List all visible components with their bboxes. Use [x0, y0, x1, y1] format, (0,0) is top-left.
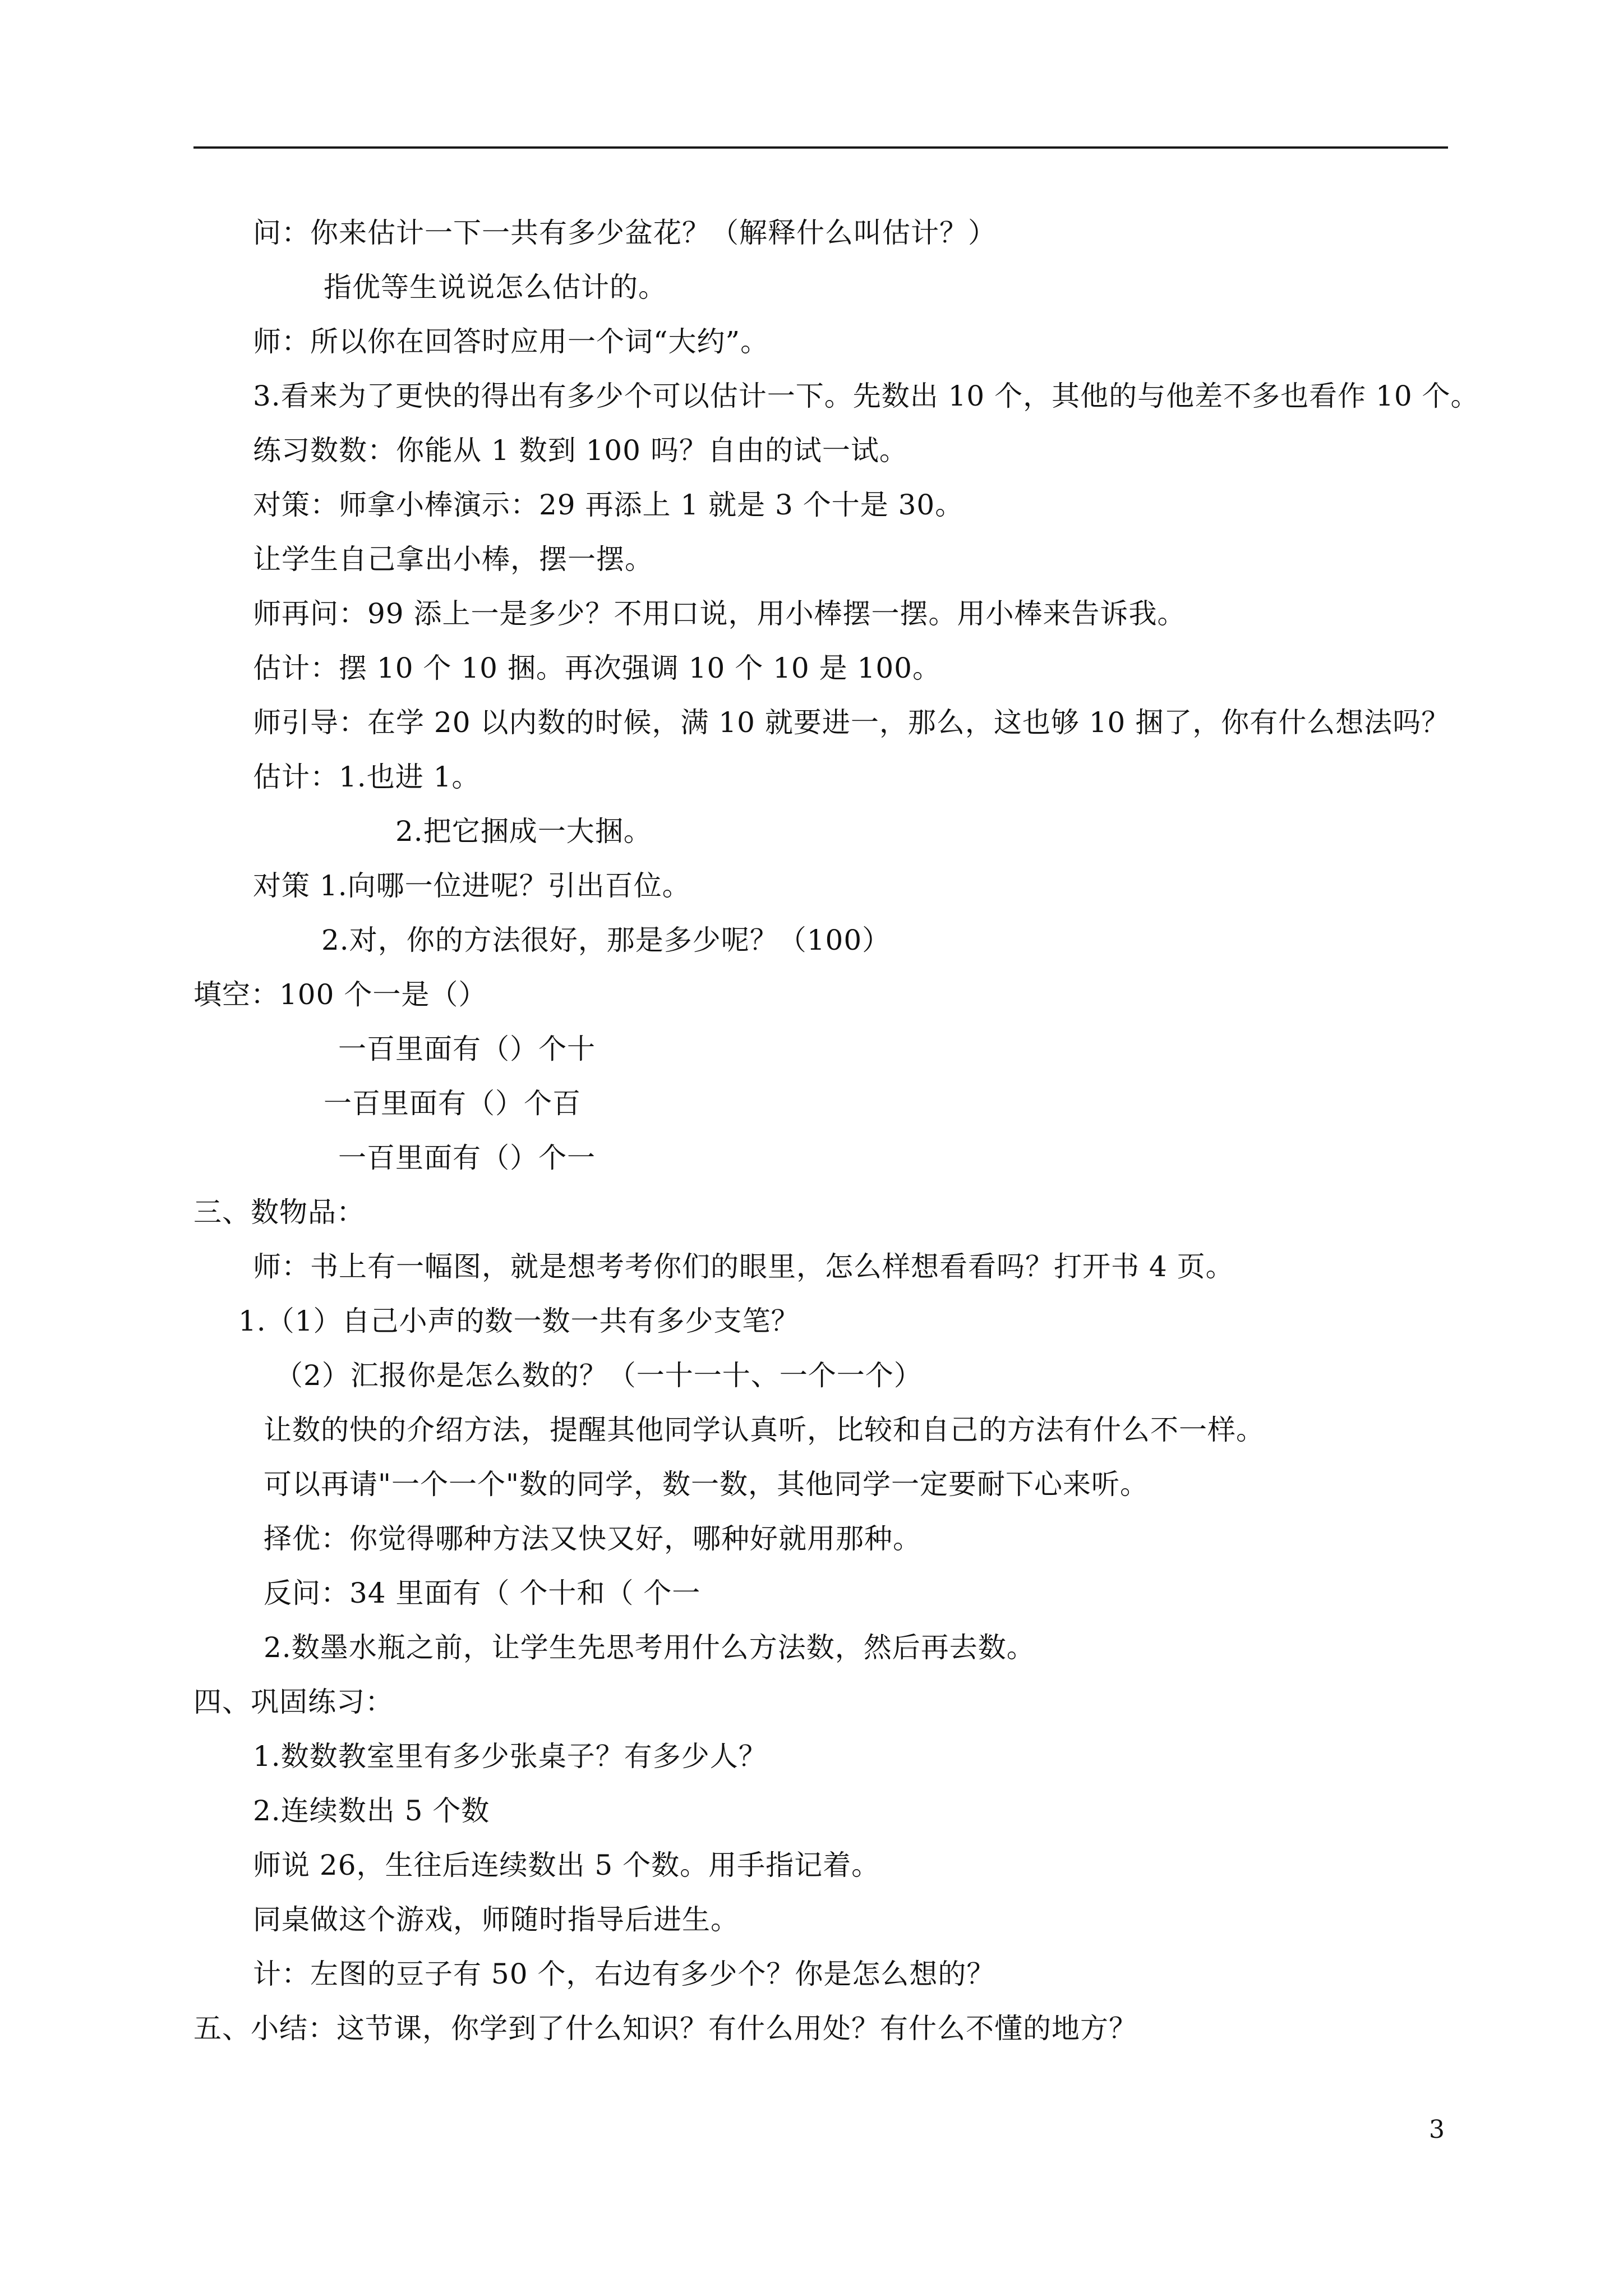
text-line: 让学生自己拿出小棒，摆一摆。	[253, 543, 653, 576]
text-line: 3.看来为了更快的得出有多少个可以估计一下。先数出 10 个，其他的与他差不多也看作 10 个。	[253, 380, 1479, 412]
text-line: 2.把它捆成一大捆。	[395, 815, 652, 848]
text-line: 可以再请"一个一个"数的同学，数一数，其他同学一定要耐下心来听。	[264, 1468, 1149, 1501]
text-line: 练习数数：你能从 1 数到 100 吗？自由的试一试。	[253, 434, 908, 467]
page-number: 3	[1429, 2115, 1445, 2144]
text-line: 师再问：99 添上一是多少？不用口说，用小棒摆一摆。用小棒来告诉我。	[253, 597, 1186, 630]
text-line: 反问：34 里面有（ 个十和（ 个一	[264, 1577, 701, 1609]
text-line: 同桌做这个游戏，师随时指导后进生。	[253, 1903, 739, 1936]
header-rule	[193, 146, 1448, 149]
text-line: 对策 1.向哪一位进呢？引出百位。	[253, 869, 691, 902]
text-line: （2）汇报你是怎么数的？（一十一十、一个一个）	[275, 1359, 923, 1392]
text-line: 师：书上有一幅图，就是想考考你们的眼里，怎么样想看看吗？打开书 4 页。	[253, 1250, 1234, 1283]
text-line: 师：所以你在回答时应用一个词“大约”。	[253, 325, 769, 358]
text-line: 2.连续数出 5 个数	[253, 1795, 490, 1827]
text-line: 1.数数教室里有多少张桌子？有多少人？	[253, 1740, 767, 1773]
text-line: 师说 26，生往后连续数出 5 个数。用手指记着。	[253, 1849, 880, 1881]
text-line: 估计：摆 10 个 10 捆。再次强调 10 个 10 是 100。	[253, 652, 941, 684]
text-line: 择优：你觉得哪种方法又快又好，哪种好就用那种。	[264, 1522, 921, 1555]
text-line: 问：你来估计一下一共有多少盆花？（解释什么叫估计？）	[253, 217, 997, 249]
text-line: 让数的快的介绍方法，提醒其他同学认真听，比较和自己的方法有什么不一样。	[264, 1414, 1265, 1446]
text-line: 2.数墨水瓶之前，让学生先思考用什么方法数，然后再去数。	[264, 1631, 1035, 1664]
text-line: 计：左图的豆子有 50 个，右边有多少个？你是怎么想的？	[253, 1958, 995, 1990]
text-line: 填空：100 个一是（）	[193, 978, 487, 1011]
text-line: 1.（1）自己小声的数一数一共有多少支笔？	[238, 1305, 800, 1337]
section-heading: 三、数物品：	[193, 1196, 365, 1228]
text-line: 一百里面有（）个十	[338, 1033, 596, 1065]
text-line: 2.对，你的方法很好，那是多少呢？（100）	[321, 924, 891, 956]
section-heading: 四、巩固练习：	[193, 1686, 394, 1718]
text-line: 估计：1.也进 1。	[253, 761, 481, 793]
text-line: 指优等生说说怎么估计的。	[324, 271, 667, 303]
text-line: 一百里面有（）个百	[324, 1087, 581, 1120]
text-line: 师引导：在学 20 以内数的时候，满 10 就要进一，那么，这也够 10 捆了，你有什么想法吗？	[253, 706, 1450, 739]
text-line: 一百里面有（）个一	[338, 1142, 596, 1174]
text-line: 对策：师拿小棒演示：29 再添上 1 就是 3 个十是 30。	[253, 489, 964, 521]
section-heading: 五、小结：这节课，你学到了什么知识？有什么用处？有什么不懂的地方？	[193, 2012, 1137, 2045]
